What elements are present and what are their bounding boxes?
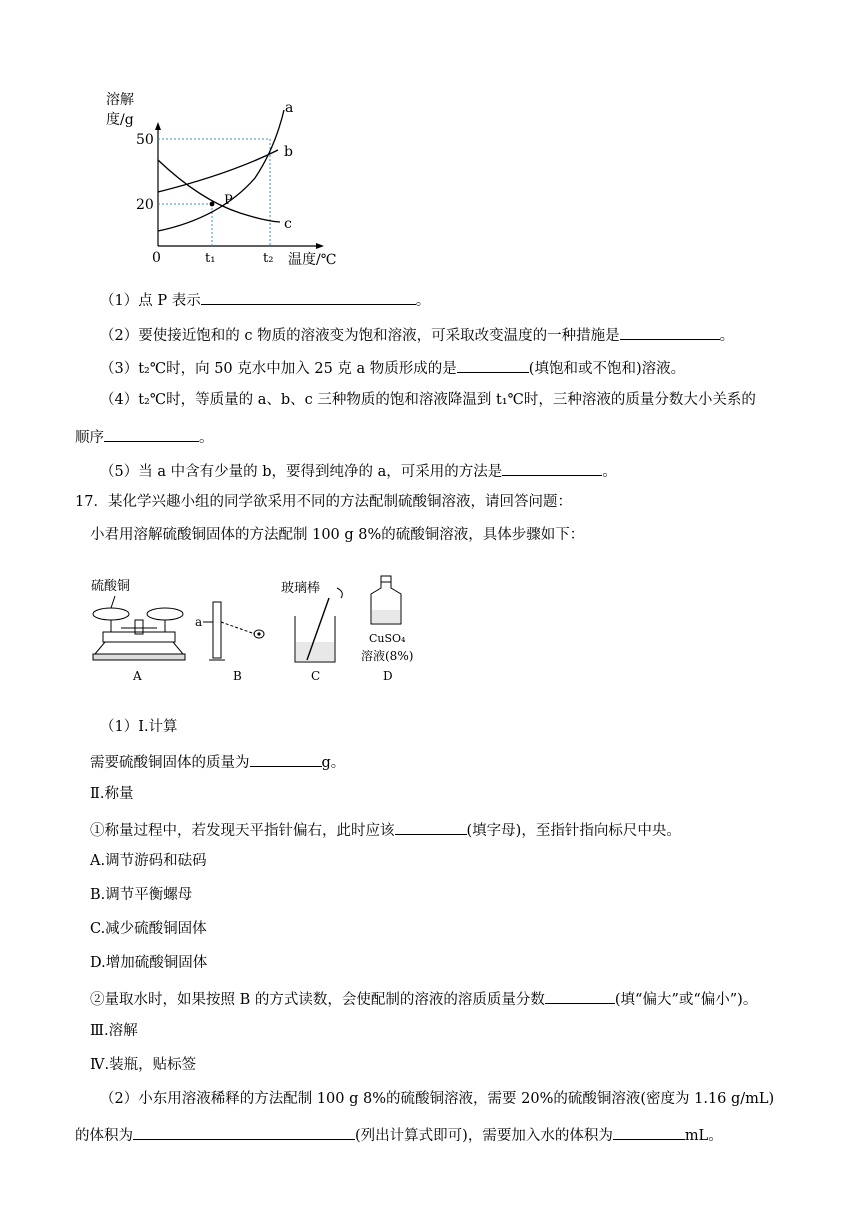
answer-blank-5[interactable] <box>502 459 602 476</box>
caption-d: D <box>383 669 393 683</box>
answer-blank-1[interactable] <box>201 288 416 305</box>
balance-figure <box>91 578 185 683</box>
q17-s2-q: ①称量过程中，若发现天平指针偏右，此时应该 (填字母)，至指针指向标尺中央。 <box>90 818 681 841</box>
answer-blank-10[interactable] <box>613 1123 685 1140</box>
point-p <box>210 202 215 207</box>
answer-blank-3[interactable] <box>457 356 529 373</box>
balance-label: 硫酸铜 <box>91 579 131 594</box>
caption-b: B <box>233 669 242 683</box>
y-tick-50: 50 <box>136 132 154 148</box>
bottle-text: 溶液(8%) <box>361 649 414 663</box>
y-axis-label: 溶解 <box>106 92 134 108</box>
y-tick-20: 20 <box>136 197 154 213</box>
q17-s2: Ⅱ.称量 <box>90 786 134 802</box>
rod-label: 玻璃棒 <box>281 581 321 596</box>
series-c-label: c <box>284 216 292 232</box>
curve-c <box>158 160 280 222</box>
answer-blank-8[interactable] <box>545 987 615 1004</box>
q16-p1: （1）点 P 表示 。 <box>100 288 430 311</box>
q17-s1: （1）Ⅰ.计算 <box>100 719 178 735</box>
q16-p4-cont: 顺序 。 <box>75 425 214 448</box>
option-c: C.减少硫酸铜固体 <box>90 921 207 937</box>
option-b: B.调节平衡螺母 <box>90 887 193 903</box>
label-a: a <box>195 615 203 629</box>
q17-title: 17．某化学兴趣小组的同学欲采用不同的方法配制硫酸铜溶液，请回答问题： <box>75 494 572 510</box>
point-p-label: P <box>224 193 233 208</box>
experiment-figure <box>85 572 425 690</box>
option-d: D.增加硫酸铜固体 <box>90 955 208 971</box>
series-b-label: b <box>284 144 293 160</box>
answer-blank-2[interactable] <box>620 323 720 340</box>
solubility-chart <box>100 88 360 270</box>
q17-p2-line2: 的体积为 (列出计算式即可)，需要加入水的体积为 mL。 <box>75 1123 723 1146</box>
q16-p4: （4）t₂℃时，等质量的 a、b、c 三种物质的饱和溶液降温到 t₁℃时，三种溶液的质量分数大小关系的 <box>100 392 756 408</box>
bottle-figure <box>361 576 413 683</box>
cylinder-figure <box>195 602 264 683</box>
x-tick-t2: t₂ <box>263 251 274 266</box>
q17-s3: Ⅲ.溶解 <box>90 1023 138 1039</box>
answer-blank-6[interactable] <box>250 750 322 767</box>
y-axis-label-2: 度/g <box>106 112 134 128</box>
q16-p2: （2）要使接近饱和的 c 物质的溶液变为饱和溶液，可采取改变温度的一种措施是 。 <box>100 323 734 346</box>
q17-s4: Ⅳ.装瓶，贴标签 <box>90 1057 197 1073</box>
y-axis-arrow <box>155 122 161 130</box>
curve-a <box>158 110 284 231</box>
q17-s2-q2: ②量取水时，如果按照 B 的方式读数，会使配制的溶液的溶质质量分数 (填“偏大”或“偏小”)。 <box>90 987 757 1010</box>
beaker-figure <box>281 580 342 683</box>
q17-s1-q: 需要硫酸铜固体的质量为 g。 <box>90 750 345 773</box>
x-axis-label: 温度/℃ <box>288 252 337 268</box>
bottle-formula: CuSO₄ <box>369 632 406 645</box>
caption-c: C <box>311 669 321 683</box>
series-a-label: a <box>285 100 294 116</box>
origin-label: 0 <box>152 250 161 266</box>
q17-intro: 小君用溶解硫酸铜固体的方法配制 100 g 8%的硫酸铜溶液，具体步骤如下： <box>90 527 585 543</box>
caption-a: A <box>133 669 142 683</box>
answer-blank-4[interactable] <box>104 425 199 442</box>
x-tick-t1: t₁ <box>205 251 216 266</box>
answer-blank-7[interactable] <box>395 818 467 835</box>
q16-p3: （3）t₂℃时，向 50 克水中加入 25 克 a 物质形成的是 (填饱和或不饱和)溶液。 <box>100 356 685 379</box>
q17-p2-line1: （2）小东用溶液稀释的方法配制 100 g 8%的硫酸铜溶液，需要 20%的硫酸铜溶液(密度为 1.16 g/mL) <box>100 1091 775 1107</box>
answer-blank-9[interactable] <box>133 1123 355 1140</box>
option-a: A.调节游码和砝码 <box>90 853 207 869</box>
q16-p5: （5）当 a 中含有少量的 b，要得到纯净的 a，可采用的方法是 。 <box>100 459 617 482</box>
x-axis-arrow <box>316 243 324 249</box>
